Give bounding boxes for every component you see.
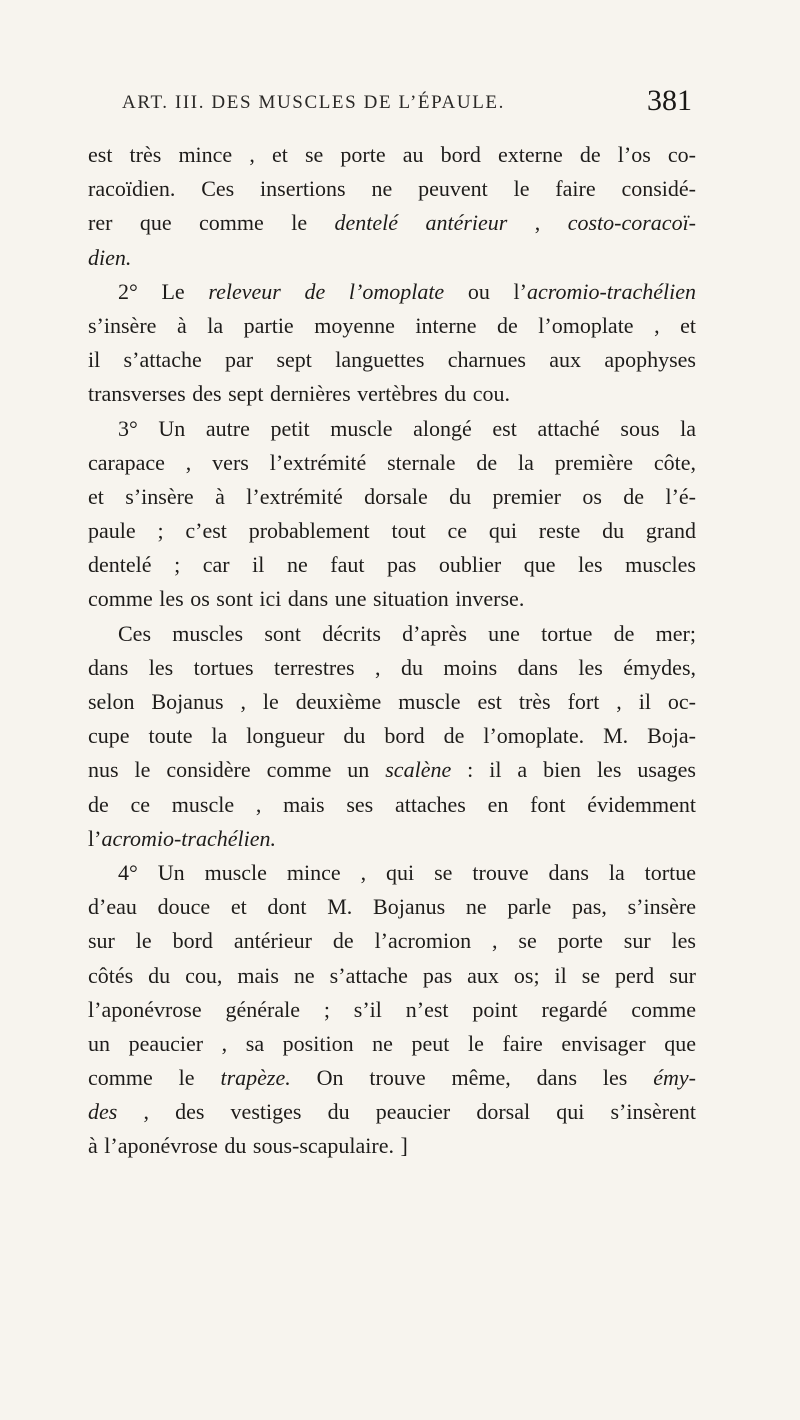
text-run: : il a bien les usages	[451, 757, 696, 783]
text-line	[88, 377, 696, 411]
text-run: d’eau douce et dont M. Bojanus ne parle pas, s’insère	[88, 894, 696, 920]
text-line	[88, 480, 696, 514]
text-run: sur le bord antérieur de l’acromion , se porte sur les	[88, 928, 696, 954]
text-line	[88, 343, 696, 377]
text-line	[88, 890, 696, 924]
italic-term: des	[88, 1099, 118, 1125]
text-line	[88, 788, 696, 822]
italic-term: acromio-trachélien.	[101, 825, 276, 851]
text-run: , des vestiges du peaucier dorsal qui s’insèrent	[117, 1099, 696, 1125]
text-run: nus le considère comme un	[88, 757, 386, 783]
text-line	[88, 412, 696, 446]
italic-term: acromio-trachélien	[526, 278, 696, 304]
text-line	[88, 993, 696, 1027]
text-run: dans les tortues terrestres , du moins dans les émydes,	[88, 654, 696, 680]
text-run: transverses des sept dernières vertèbres du cou.	[88, 381, 511, 407]
text-run: à l’aponévrose du sous-scapulaire. ]	[88, 1133, 408, 1159]
text-run: selon Bojanus , le deuxième muscle est très fort , il oc-	[88, 689, 696, 714]
italic-term: costo-coracoï-	[567, 210, 697, 236]
paragraph-1	[88, 138, 696, 275]
text-line	[88, 924, 696, 958]
page-number: 381	[647, 84, 692, 117]
italic-term: dentelé antérieur	[334, 210, 508, 236]
text-line	[88, 719, 696, 753]
text-line	[88, 514, 696, 548]
text-run: comme le	[88, 1065, 221, 1091]
text-line	[88, 617, 696, 651]
italic-term: scalène	[385, 757, 452, 783]
text-run: On trouve même, dans les	[290, 1065, 654, 1091]
text-line	[88, 206, 696, 240]
text-line	[88, 1129, 696, 1163]
text-run: ou l’	[444, 278, 527, 304]
text-line	[88, 582, 696, 616]
text-run: ,	[507, 210, 568, 236]
text-run: comme les os sont ici dans une situation inverse.	[88, 586, 525, 612]
text-line	[88, 1095, 696, 1129]
text-run: paule ; c’est probablement tout ce qui reste du grand	[88, 518, 696, 544]
text-run: un peaucier , sa position ne peut le faire envisager que	[88, 1030, 696, 1056]
running-head-title: ART. III. DES MUSCLES DE L’ÉPAULE.	[122, 92, 505, 113]
paragraph-3	[88, 412, 696, 617]
text-run: cupe toute la longueur du bord de l’omoplate. M. Boja-	[88, 723, 696, 749]
italic-term: dien.	[88, 244, 132, 270]
text-run: l’aponévrose générale ; s’il n’est point regardé comme	[88, 996, 696, 1022]
text-line	[88, 172, 696, 206]
text-line	[88, 959, 696, 993]
text-line	[88, 822, 696, 856]
text-run: et s’insère à l’extrémité dorsale du premier os de l’é-	[88, 483, 696, 509]
text-run: rer que comme le	[88, 210, 335, 236]
text-run: Ces muscles sont décrits d’après une tortue de mer;	[118, 620, 696, 646]
text-run: dentelé ; car il ne faut pas oublier que les muscles	[88, 552, 696, 578]
paragraph-5	[88, 856, 696, 1164]
text-run: de ce muscle , mais ses attaches en font évidemment	[88, 791, 696, 817]
text-line	[88, 138, 696, 172]
text-run: est très mince , et se porte au bord externe de l’os co-	[88, 142, 696, 167]
text-line	[88, 753, 696, 787]
text-line	[88, 685, 696, 719]
paragraph-2	[88, 275, 696, 412]
paragraph-4	[88, 617, 696, 856]
text-run: il s’attache par sept languettes charnues aux apophyses	[88, 347, 696, 373]
italic-term: trapèze.	[220, 1065, 291, 1091]
text-run: s’insère à la partie moyenne interne de l’omoplate , et	[88, 312, 696, 338]
text-line	[88, 651, 696, 685]
italic-term: releveur de l’omoplate	[208, 278, 445, 304]
text-line	[88, 856, 696, 890]
text-line	[88, 1061, 696, 1095]
text-line	[88, 548, 696, 582]
text-run: l’	[88, 825, 102, 851]
text-run: 4° Un muscle mince , qui se trouve dans la tortue	[118, 859, 696, 885]
text-run: carapace , vers l’extrémité sternale de la première côte,	[88, 449, 696, 475]
text-run: côtés du cou, mais ne s’attache pas aux os; il se perd sur	[88, 962, 696, 988]
text-run: 2° Le	[118, 278, 209, 304]
text-run: 3° Un autre petit muscle alongé est attaché sous la	[118, 415, 696, 441]
text-line	[88, 1027, 696, 1061]
body-text	[88, 138, 696, 1164]
text-line	[88, 241, 696, 275]
text-line	[88, 446, 696, 480]
running-head	[122, 84, 692, 118]
text-line	[88, 275, 696, 309]
text-run: racoïdien. Ces insertions ne peuvent le faire considé-	[88, 176, 696, 202]
text-line	[88, 309, 696, 343]
italic-term: émy-	[653, 1065, 697, 1091]
